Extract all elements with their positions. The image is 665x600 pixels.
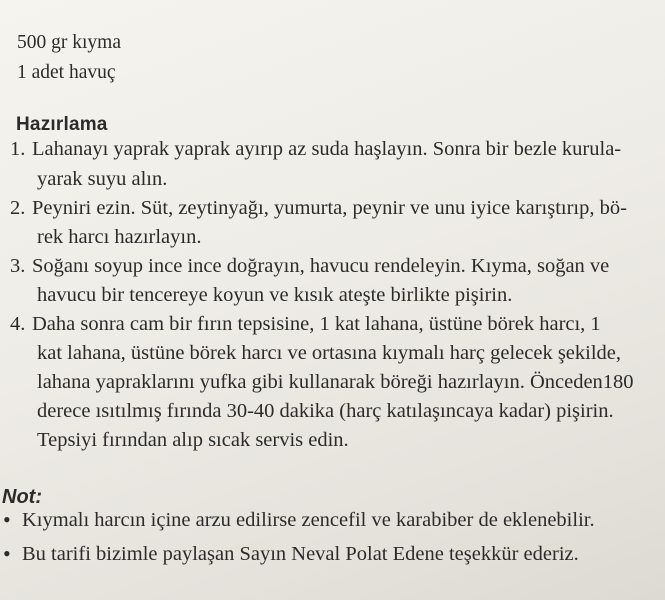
step-number: 1. xyxy=(10,138,26,160)
note-line: Bu tarifi bizimle paylaşan Sayın Neval Polat Edene teşekkür ederiz. xyxy=(22,543,579,565)
step-line: Tepsiyi fırından alıp sıcak servis edin. xyxy=(37,429,349,451)
step-line: havucu bir tencereye koyun ve kısık ateşte birlikte pişirin. xyxy=(37,284,513,306)
step-line: lahana yapraklarını yufka gibi kullanarak böreği hazırlayın. Önceden180 xyxy=(37,371,634,393)
step-line: yarak suyu alın. xyxy=(37,168,168,190)
bullet-icon: • xyxy=(3,507,11,532)
note-heading: Not: xyxy=(2,486,42,508)
ingredient-line: 1 adet havuç xyxy=(17,62,116,83)
step-line: Soğanı soyup ince ince doğrayın, havucu rendeleyin. Kıyma, soğan ve xyxy=(32,255,610,277)
note-line: Kıymalı harcın içine arzu edilirse zencefil ve karabiber de eklenebilir. xyxy=(22,509,595,531)
step-line: rek harcı hazırlayın. xyxy=(37,226,202,248)
bullet-icon: • xyxy=(3,541,11,566)
step-number: 3. xyxy=(10,255,26,277)
step-line: Peyniri ezin. Süt, zeytinyağı, yumurta, peynir ve unu iyice karıştırıp, bö- xyxy=(32,197,627,219)
section-heading: Hazırlama xyxy=(16,114,108,135)
step-line: kat lahana, üstüne börek harcı ve ortasına kıymalı harç gelecek şekilde, xyxy=(37,342,622,364)
step-number: 4. xyxy=(10,313,26,335)
step-line: Lahanayı yaprak yaprak ayırıp az suda haşlayın. Sonra bir bezle kurula- xyxy=(32,138,622,160)
step-number: 2. xyxy=(10,197,26,219)
step-line: Daha sonra cam bir fırın tepsisine, 1 kat lahana, üstüne börek harcı, 1 xyxy=(32,313,601,335)
step-line: derece ısıtılmış fırında 30-40 dakika (harç katılaşıncaya kadar) pişirin. xyxy=(37,400,614,422)
ingredient-line: 500 gr kıyma xyxy=(17,32,121,53)
